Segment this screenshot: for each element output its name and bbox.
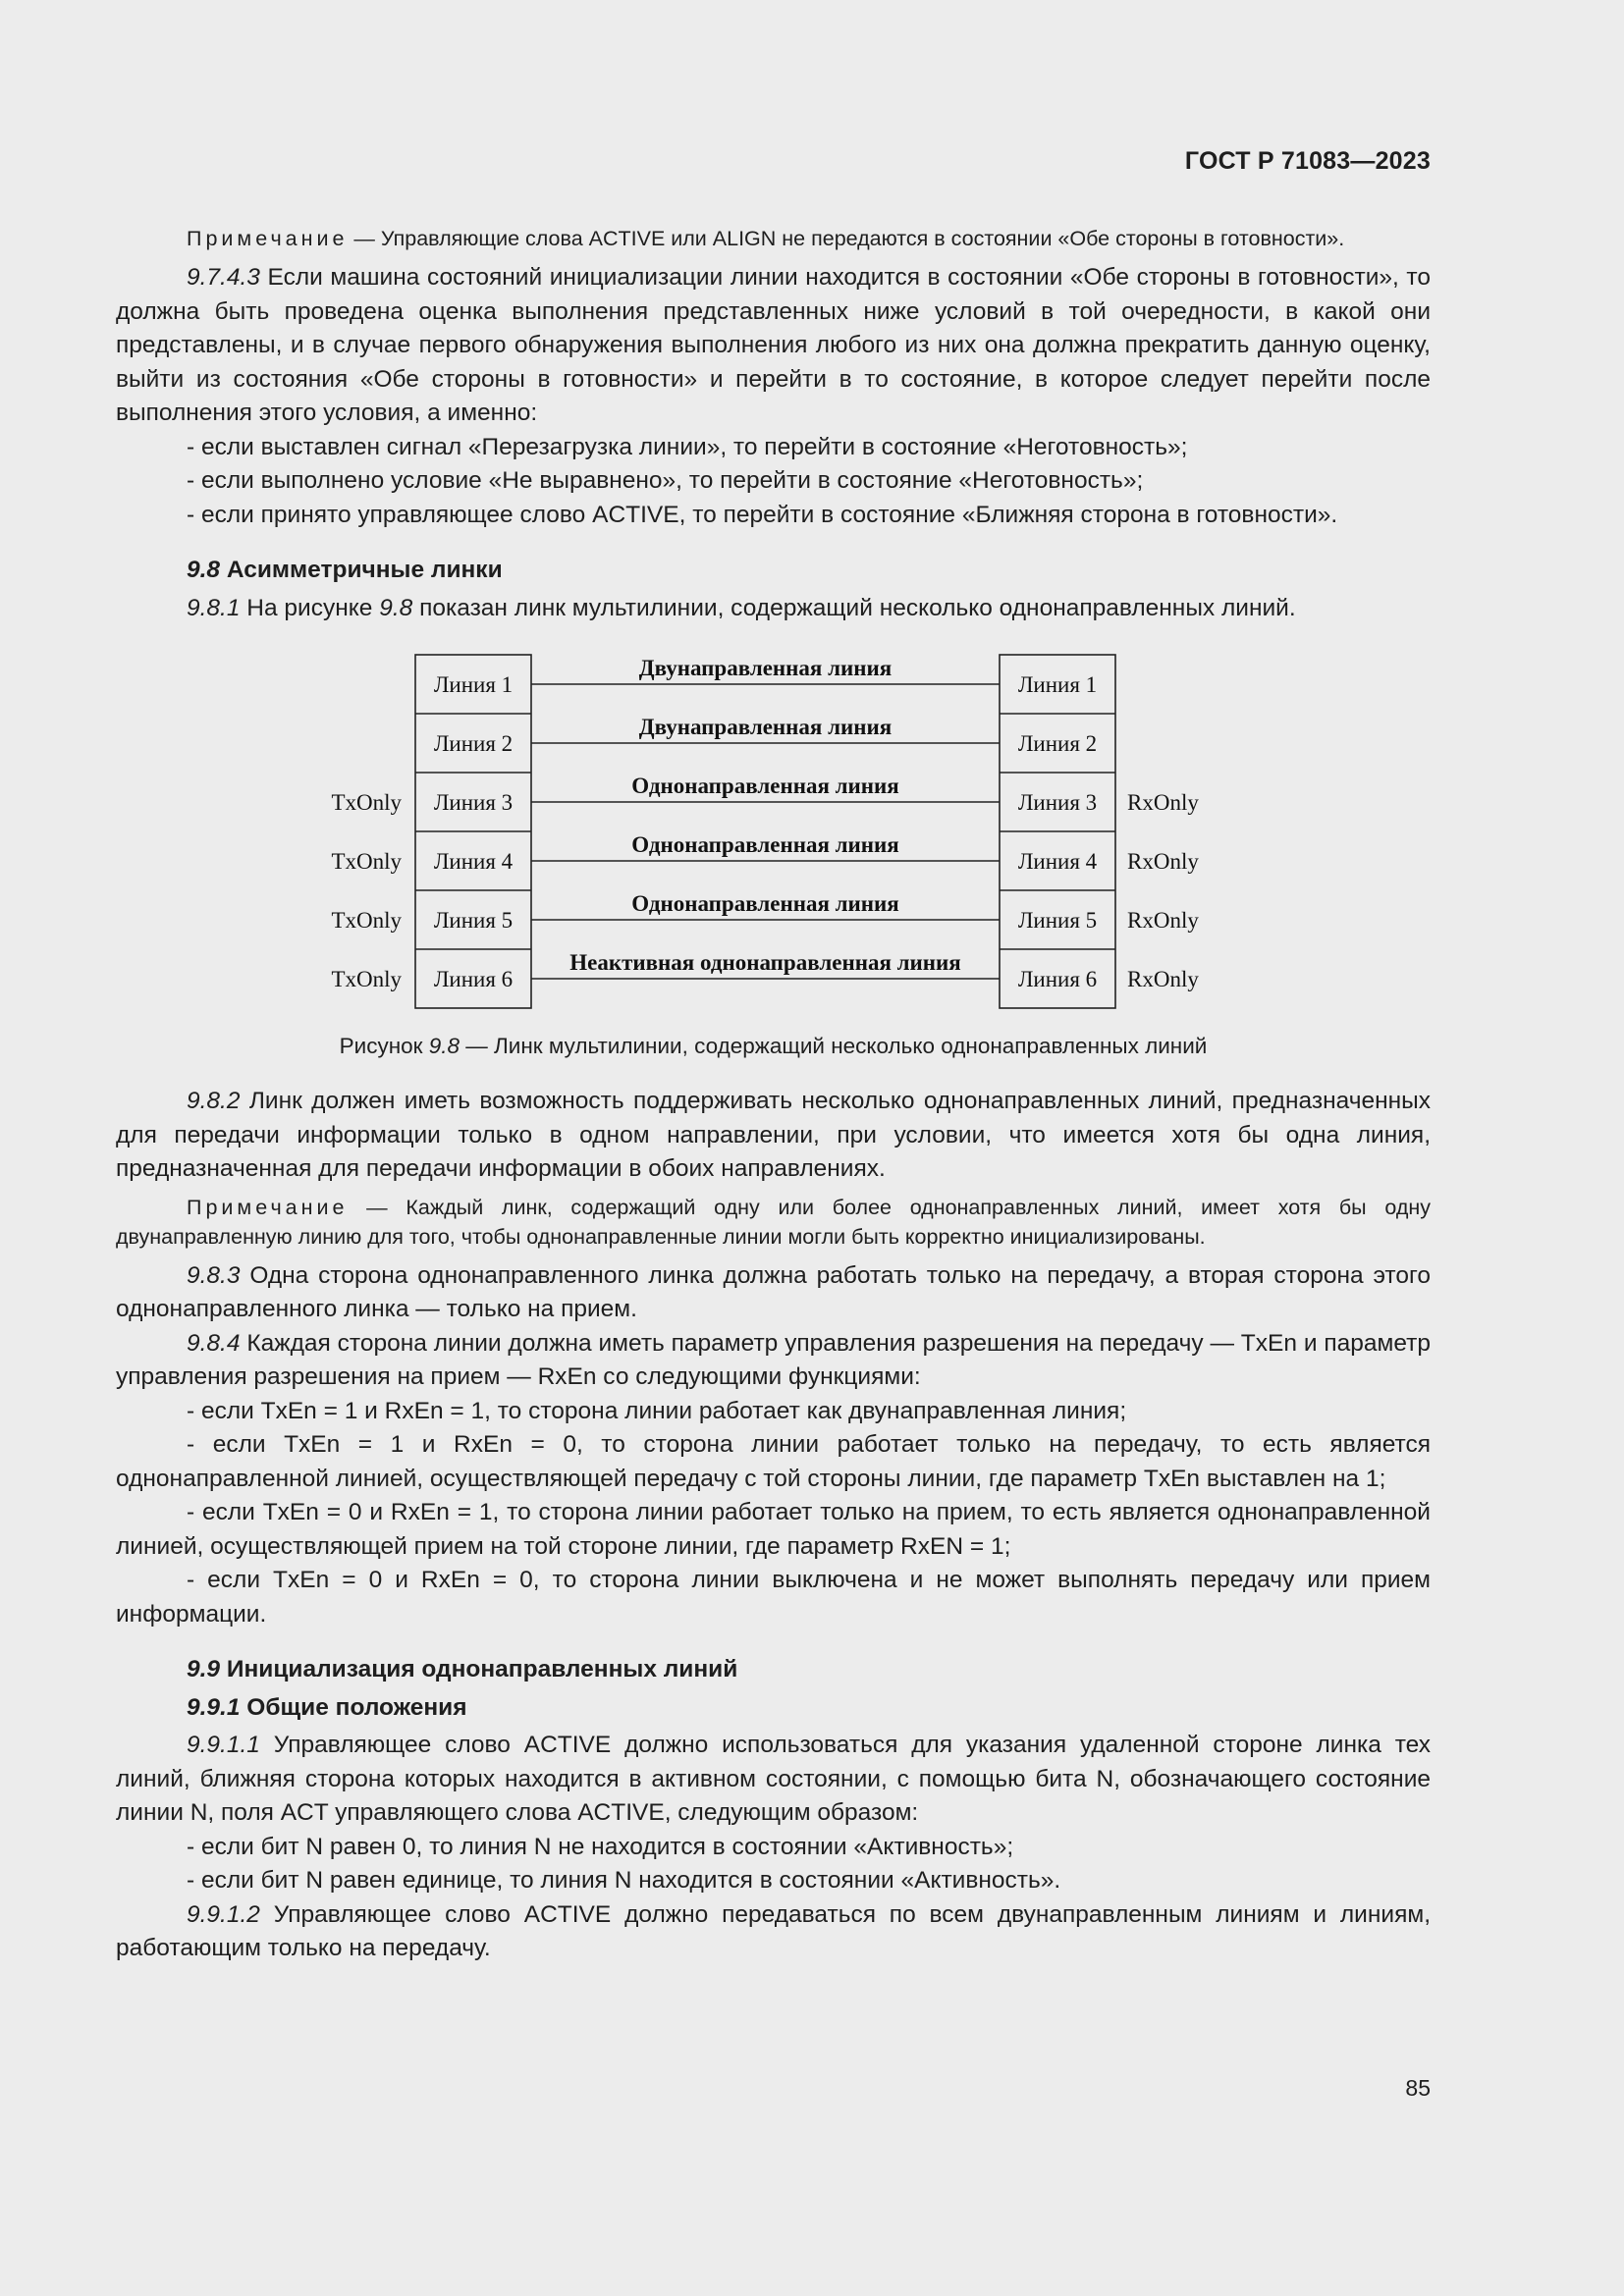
section-heading-9-9-1 — [116, 1691, 1431, 1726]
note-label: Примечание — [187, 227, 349, 250]
section-number: 9.9 — [187, 1656, 221, 1682]
note-text: — Управляющие слова ACTIVE или ALIGN не передаются в состоянии «Обе стороны в готовности». — [348, 227, 1345, 250]
figure-caption — [116, 1030, 1431, 1064]
left-lane-label: Линия 6 — [433, 967, 514, 991]
paragraph-9-9-1-1 — [116, 1729, 1431, 1831]
section-title: Инициализация однонаправленных линий — [220, 1656, 738, 1682]
paragraph-9-7-4-3 — [116, 261, 1431, 431]
list-item: - если бит N равен 0, то линия N не находится в состоянии «Активность»; — [187, 1833, 1014, 1860]
clause-text: Если машина состояний инициализации линии находится в состоянии «Обе стороны в готовности», то должна быть проведена оценка выполнения представленных ниже условий в той очередности, в какой они представлены, и в случае первого обнаружения выполнения любого из них она должна прекратить данную оценку, выйти из состояния «Обе стороны в готовности» и перейти в то состояние, в которое следует перейти после выполнения этого условия, а именно: — [116, 264, 1431, 426]
clause-number: 9.8.4 — [187, 1329, 241, 1357]
rx-only-label: RxOnly — [1127, 967, 1199, 991]
clause-number: 9.7.4.3 — [187, 264, 260, 291]
clause-text: На рисунке — [240, 594, 380, 621]
right-lane-label: Линия 4 — [1017, 849, 1098, 874]
list-item: - если бит N равен единице, то линия N находится в состоянии «Активность». — [187, 1867, 1061, 1894]
list-item: - если TxEn = 0 и RxEn = 1, то сторона линии работает только на прием, то есть является однонаправленной линией, осуществляющей прием на той стороне линии, где параметр RxEN = 1; — [116, 1499, 1431, 1560]
left-lane-label: Линия 3 — [433, 790, 514, 815]
section-number: 9.9.1 — [187, 1693, 241, 1721]
tx-only-label: TxOnly — [331, 908, 402, 933]
clause-text: Управляющее слово ACTIVE должно использоваться для указания удаленной стороне линка тех линий, ближняя сторона которых находится в активном состоянии, с помощью бита N, обозначающего состояние линии N, поля ACT управляющего слова ACTIVE, следующим образом: — [116, 1732, 1431, 1826]
figure-9-8 — [116, 633, 1431, 1085]
right-lane-label: Линия 6 — [1017, 967, 1098, 991]
tx-only-label: TxOnly — [331, 790, 402, 815]
tx-only-label: TxOnly — [331, 967, 402, 991]
lane-type-label: Однонаправленная линия — [631, 832, 899, 857]
figure-reference: 9.8 — [379, 594, 413, 621]
right-lane-label: Линия 3 — [1017, 790, 1098, 815]
note-text: — Каждый линк, содержащий одну или более однонаправленных линий, имеет хотя бы одну двунаправленную линию для того, чтобы однонаправленные линии могли быть корректно инициализированы. — [116, 1195, 1431, 1249]
page-number: 85 — [1405, 2075, 1431, 2101]
clause-text: Каждая сторона линии должна иметь параметр управления разрешения на передачу — TxEn и параметр управления разрешения на прием — RxEn со следующими функциями: — [116, 1329, 1431, 1390]
multilink-diagram — [116, 633, 1431, 1026]
rx-only-label: RxOnly — [1127, 908, 1199, 933]
paragraph-9-8-4 — [116, 1327, 1431, 1395]
section-title: Асимметричные линки — [220, 557, 503, 583]
tx-only-label: TxOnly — [331, 849, 402, 874]
section-heading-9-9 — [116, 1653, 1431, 1687]
section-heading-9-8 — [116, 554, 1431, 588]
lane-type-label: Двунаправленная линия — [638, 715, 893, 739]
right-lane-label: Линия 1 — [1017, 672, 1098, 697]
note-label: Примечание — [187, 1195, 349, 1219]
right-lane-label: Линия 2 — [1017, 731, 1098, 756]
clause-text: Одна сторона однонаправленного линка должна работать только на передачу, а вторая сторона этого однонаправленного линка — только на прием. — [116, 1261, 1431, 1322]
clause-number: 9.8.1 — [187, 594, 241, 621]
clause-text: Управляющее слово ACTIVE должно передаваться по всем двунаправленным линиям и линиям, работающим только на передачу. — [116, 1900, 1431, 1961]
left-lane-label: Линия 2 — [433, 731, 514, 756]
clause-text: Линк должен иметь возможность поддерживать несколько однонаправленных линий, предназначенных для передачи информации только в одном направлении, при условии, что имеется хотя бы одна линия, предназначенная для передачи информации в обоих направлениях. — [116, 1088, 1431, 1182]
note-1 — [116, 224, 1431, 253]
clause-number: 9.8.3 — [187, 1261, 241, 1289]
caption-prefix: Рисунок — [339, 1034, 429, 1058]
lane-type-label: Однонаправленная линия — [631, 774, 899, 798]
section-number: 9.8 — [187, 557, 221, 583]
paragraph-9-9-1-2 — [116, 1898, 1431, 1966]
list-item: - если TxEn = 1 и RxEn = 1, то сторона линии работает как двунаправленная линия; — [187, 1397, 1127, 1424]
list-item: - если принято управляющее слово ACTIVE, то перейти в состояние «Ближняя сторона в готовности». — [187, 501, 1338, 528]
right-lane-label: Линия 5 — [1017, 908, 1098, 933]
caption-figure-number: 9.8 — [428, 1034, 460, 1058]
rx-only-label: RxOnly — [1127, 849, 1199, 874]
list-item: - если выполнено условие «Не выравнено», то перейти в состояние «Неготовность»; — [187, 467, 1144, 494]
list-item: - если TxEn = 1 и RxEn = 0, то сторона линии работает только на передачу, то есть является однонаправленной линией, осуществляющей передачу с той стороны линии, где параметр TxEn выставлен на 1; — [116, 1431, 1431, 1492]
clause-number: 9.9.1.2 — [187, 1900, 260, 1928]
clause-number: 9.8.2 — [187, 1088, 241, 1114]
list-item: - если TxEn = 0 и RxEn = 0, то сторона линии выключена и не может выполнять передачу или прием информации. — [116, 1567, 1431, 1628]
document-header: ГОСТ Р 71083—2023 — [1184, 147, 1431, 175]
lane-type-label: Неактивная однонаправленная линия — [569, 950, 961, 975]
lane-type-label: Однонаправленная линия — [631, 891, 899, 916]
left-lane-label: Линия 4 — [433, 849, 514, 874]
paragraph-9-8-3 — [116, 1259, 1431, 1327]
clause-text: показан линк мультилинии, содержащий несколько однонаправленных линий. — [412, 594, 1296, 621]
left-lane-label: Линия 5 — [433, 908, 514, 933]
section-title: Общие положения — [240, 1693, 467, 1721]
list-item: - если выставлен сигнал «Перезагрузка линии», то перейти в состояние «Неготовность»; — [187, 433, 1188, 460]
document-body — [116, 224, 1431, 1966]
caption-text: — Линк мультилинии, содержащий несколько однонаправленных линий — [460, 1034, 1208, 1058]
lane-type-label: Двунаправленная линия — [638, 656, 893, 680]
left-lane-label: Линия 1 — [433, 672, 514, 697]
paragraph-9-8-1 — [116, 592, 1431, 626]
paragraph-9-8-2 — [116, 1085, 1431, 1187]
rx-only-label: RxOnly — [1127, 790, 1199, 815]
clause-number: 9.9.1.1 — [187, 1732, 260, 1758]
note-2 — [116, 1193, 1431, 1252]
